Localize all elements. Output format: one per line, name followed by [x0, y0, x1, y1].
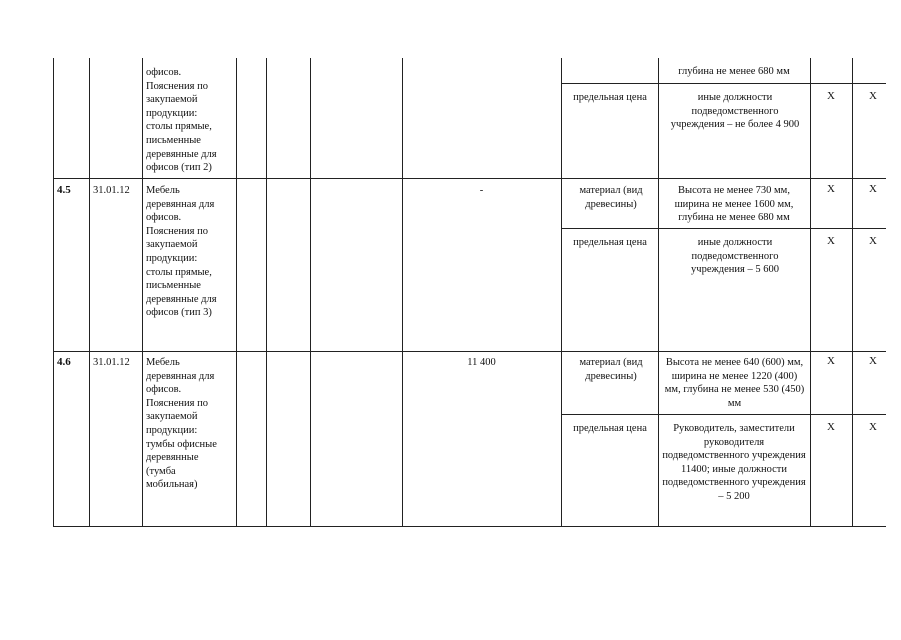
x-mark: X	[827, 183, 835, 195]
characteristic-label: предельная цена	[573, 92, 647, 103]
row-divider	[561, 83, 886, 84]
column-divider	[142, 58, 143, 527]
okpd-code: 31.01.12	[93, 357, 130, 368]
item-name-cell: Мебель деревянная для офисов. Пояснения по закупаемой продукции: столы прямые, письменные деревянные для офисов (тип 3)	[146, 185, 217, 319]
column-divider	[852, 58, 853, 527]
row-divider	[561, 414, 886, 415]
x-mark: X	[827, 355, 835, 367]
okpd-code: 31.01.12	[93, 185, 130, 196]
characteristic-value: глубина не менее 680 мм	[678, 66, 790, 77]
column-divider	[310, 58, 311, 527]
x-mark: X	[869, 421, 877, 433]
x-mark: X	[869, 235, 877, 247]
characteristic-label: материал (вид древесины)	[579, 185, 643, 210]
item-name-cell: Мебель деревянная для офисов. Пояснения по закупаемой продукции: тумбы офисные деревянные (тумба мобильная)	[146, 357, 217, 491]
characteristic-label: предельная цена	[573, 237, 647, 248]
column-divider	[236, 58, 237, 527]
characteristic-value: иные должности подведомственного учреждения – не более 4 900	[670, 92, 800, 131]
column-divider	[89, 58, 90, 527]
row-number: 4.5	[57, 184, 71, 196]
x-mark: X	[869, 183, 877, 195]
characteristic-value: иные должности подведомственного учреждения – 5 600	[691, 237, 779, 276]
column-divider	[561, 58, 562, 527]
characteristic-value: Руководитель, заместители руководителя подведомственного учреждения 11400; иные должности подведомственного учреждения – 5 200	[662, 423, 806, 502]
x-mark: X	[827, 90, 835, 102]
x-mark: X	[827, 421, 835, 433]
x-mark: X	[869, 90, 877, 102]
characteristic-value: Высота не менее 730 мм, ширина не менее 1600 мм, глубина не менее 680 мм	[674, 185, 794, 224]
column-divider	[658, 58, 659, 527]
row-divider	[53, 178, 886, 179]
row-number: 4.6	[57, 356, 71, 368]
item-name-cell: офисов. Пояснения по закупаемой продукции: столы прямые, письменные деревянные для офисов (тип 2)	[146, 67, 217, 174]
column-divider	[266, 58, 267, 527]
characteristic-value: Высота не менее 640 (600) мм, ширина не менее 1220 (400) мм, глубина не менее 530 (450) мм	[664, 357, 805, 409]
x-mark: X	[827, 235, 835, 247]
row-divider	[561, 228, 886, 229]
x-mark: X	[869, 355, 877, 367]
characteristic-label: предельная цена	[573, 423, 647, 434]
price-limit: -	[479, 185, 484, 196]
table-border-bottom	[53, 526, 886, 527]
price-limit: 11 400	[467, 357, 496, 368]
table-border-left	[53, 58, 54, 527]
characteristic-label: материал (вид древесины)	[579, 357, 643, 382]
column-divider	[810, 58, 811, 527]
row-divider	[53, 351, 886, 352]
column-divider	[402, 58, 403, 527]
